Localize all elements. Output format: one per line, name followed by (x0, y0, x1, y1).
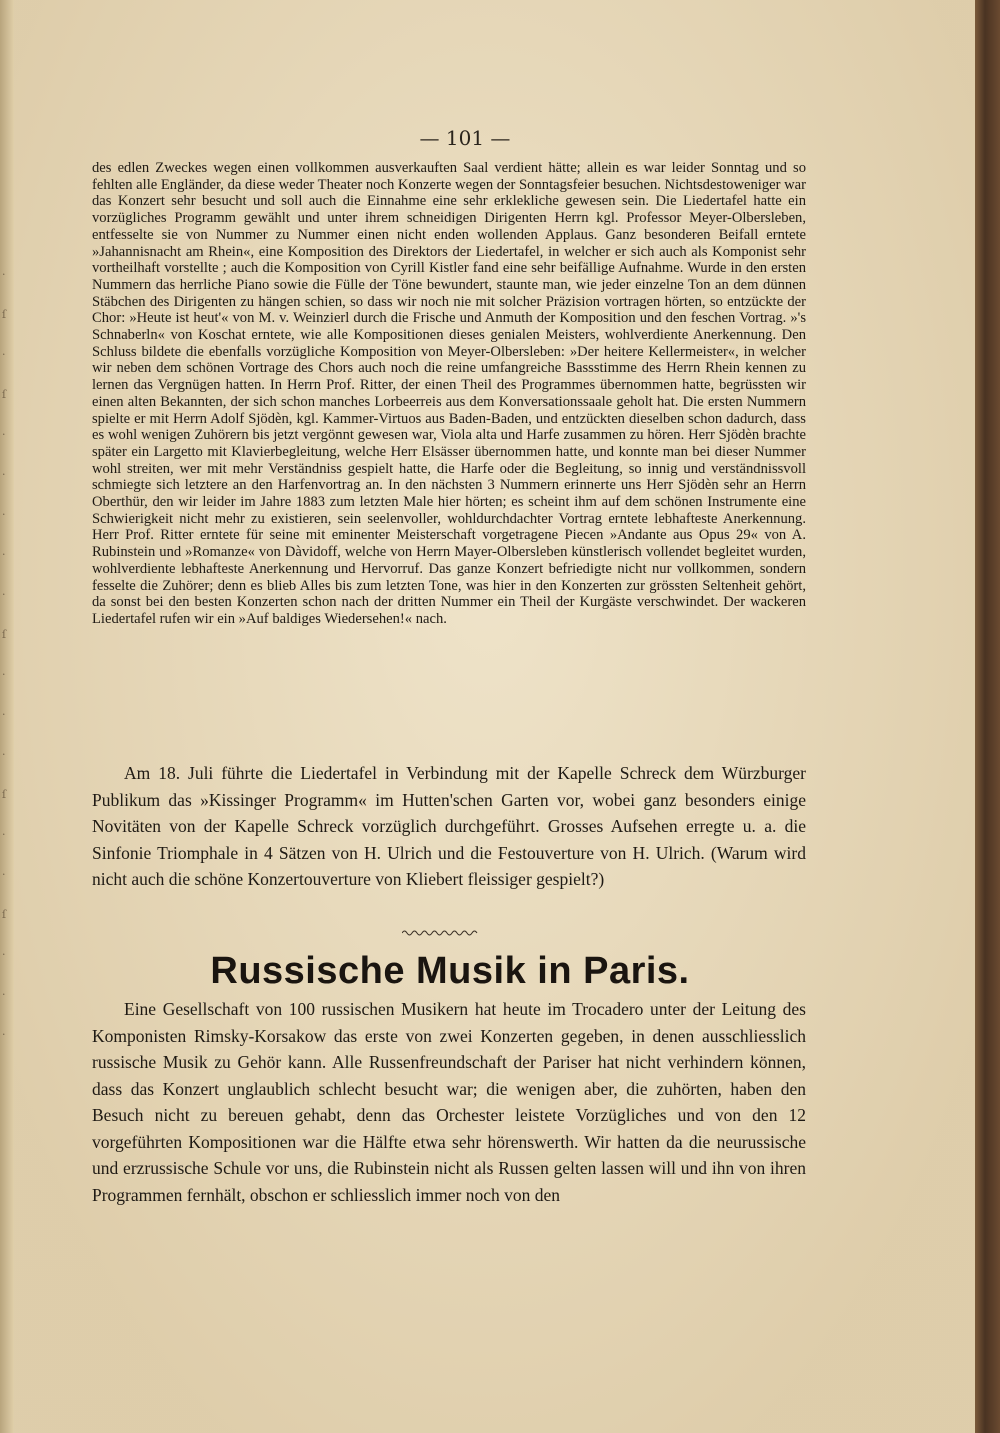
paragraph-july-concert: Am 18. Juli führte die Liedertafel in Verbindung mit der Kapelle Schreck dem Würzburger Publikum das »Kissinger Programm« im Hutten'schen Garten vor, wobei ganz besonders einige Novitäten von der Kapelle Schreck vorzüglich durchgeführt. Grosses Aufsehen erregte u. a. die Sinfonie Triomphale in 4 Sätzen von H. Ulrich und die Festouverture von H. Ulrich. (Warum wird nicht auch die schöne Konzertouverture von Kliebert fleissiger gespielt?) (92, 763, 806, 889)
paragraph-russian-music: Eine Gesellschaft von 100 russischen Musikern hat heute im Trocadero unter der Leitung des Komponisten Rimsky-Korsakow das erste von zwei Konzerten gegeben, in denen ausschliesslich russische Musik zu Gehör kann. Alle Russenfreundschaft der Pariser hat nicht verhindern können, dass das Konzert unglaublich schlecht besucht war; die wenigen aber, die zuhörten, haben den Besuch nicht zu bereuen gehabt, denn das Orchester leistete Vorzügliches und von den 12 vorgeführten Kompositionen war die Hälfte etwa sehr hörenswerth. Wir hatten da die neurussische und erzrussische Schule vor uns, die Rubinstein nicht als Russen gelten lassen will und ihn von ihren Programmen fernhält, obschon er schliesslich immer noch von den (92, 999, 806, 1205)
divider-ornament (402, 929, 478, 937)
margin-marks: · ſ · ſ · · · · · ſ · · · ſ · · ſ · · · (2, 268, 7, 1041)
page-number: — 101 — (419, 126, 511, 150)
paragraph-concert-report: des edlen Zweckes wegen einen vollkommen ausverkauften Saal verdient hätte; allein es war leider Sonntag und so fehlten alle Engländer, da diese weder Theater noch Konzerte wegen der Sonntagsfeier besuchen. Nichtsdestoweniger war das Konzert sehr besucht und soll auch die Einnahme eine sehr erklekliche gewesen sein. Die Liedertafel hatte ein vorzügliches Programm gewählt und unter ihrem schneidigen Dirigenten Herrn kgl. Professor Meyer-Olbersleben, entfesselte sie von Nummer zu Nummer einen nicht enden wollenden Applaus. Ganz besonderen Beifall erntete »Jahannisnacht am Rhein«, eine Komposition des Direktors der Liedertafel, in welcher er sich auch als Komponist sehr vortheilhaft vorstellte ; auch die Komposition von Cyrill Kistler fand eine sehr beifällige Aufnahme. Wurde in den ersten Nummern das herrliche Piano sowie die Fülle der Töne bewundert, staunte man, wie jeder einzelne Ton an dem dünnen Stäbchen des Dirigenten zu hängen schien, so dass wir noch nie mit solcher Präzision vortragen hörten, so entzückte der Chor: »Heute ist heut'« von M. v. Weinzierl durch die Frische und Anmuth der Komposition und den feschen Vortrag. »'s Schnaberln« von Koschat erntete, wie alle Kompositionen dieses genialen Meisters, wohlverdiente Anerkennung. Den Schluss bildete die ebenfalls vorzügliche Komposition von Meyer-Olbersleben: »Der heitere Kellermeister«, in welcher wir neben dem schönen Vortrage des Chors auch noch die reine umfangreiche Bassstimme des Herrn Rhein kennen zu lernen das Vergnügen hatten. In Herrn Prof. Ritter, der einen Theil des Programmes übernommen hatte, begrüssten wir einen alten Bekannten, der sich schon manches Lorbeerreis aus dem Konversationssaale geholt hat. Die ersten Nummern spielte er mit Herrn Adolf Sjödèn, kgl. Kammer-Virtuos aus Baden-Baden, und entzückten dieselben schon dadurch, dass es wohl wenigen Zuhörern bis jetzt vergönnt gewesen war, Viola alta und Harfe zusammen zu hören. Herr Sjödèn brachte später ein Largetto mit Klavierbegleitung, welche Herr Elsässer übernommen hatte, und konnte man bei dieser Nummer wohl streiten, wer mit mehr Verständniss gespielt hatte, die Harfe oder die Begleitung, so innig und verständnissvoll schmiegte sich letztere an den Harfenvortrag an. In den nächsten 3 Nummern erinnerte uns Herr Sjödèn sehr an Herrn Oberthür, den wir leider im Jahre 1883 zum letzten Male hier hörten; es scheint ihm auf dem schönen Instrumente eine Schwierigkeit nicht mehr zu existieren, sein seelenvoller, wohldurchdachter Vortrag erntete lebhafteste Anerkennung. Herr Prof. Ritter erntete für seine mit eminenter Meisterschaft vorgetragene Piecen »Andante aus Opus 29« von A. Rubinstein und »Romanze« von Dàvidoff, welche von Herrn Mayer-Olbersleben künstlerisch vollendet begleitet wurden, wohlverdiente lebhafteste Anerkennung und Hervorruf. Das ganze Konzert befriedigte nicht nur vollkommen, sondern fesselte die Zuhörer; denn es blieb Alles bis zum letzten Tone, was hier in den Konzerten zur grössten Seltenheit gehört, da sonst bei den besten Konzerten schon nach der dritten Nummer ein Theil der Kurgäste verschwindet. Der wackeren Liedertafel rufen wir ein »Auf baldiges Wiedersehen!« nach. (92, 160, 806, 627)
section-heading: Russische Musik in Paris. (210, 950, 690, 992)
book-edge (975, 0, 1000, 1433)
